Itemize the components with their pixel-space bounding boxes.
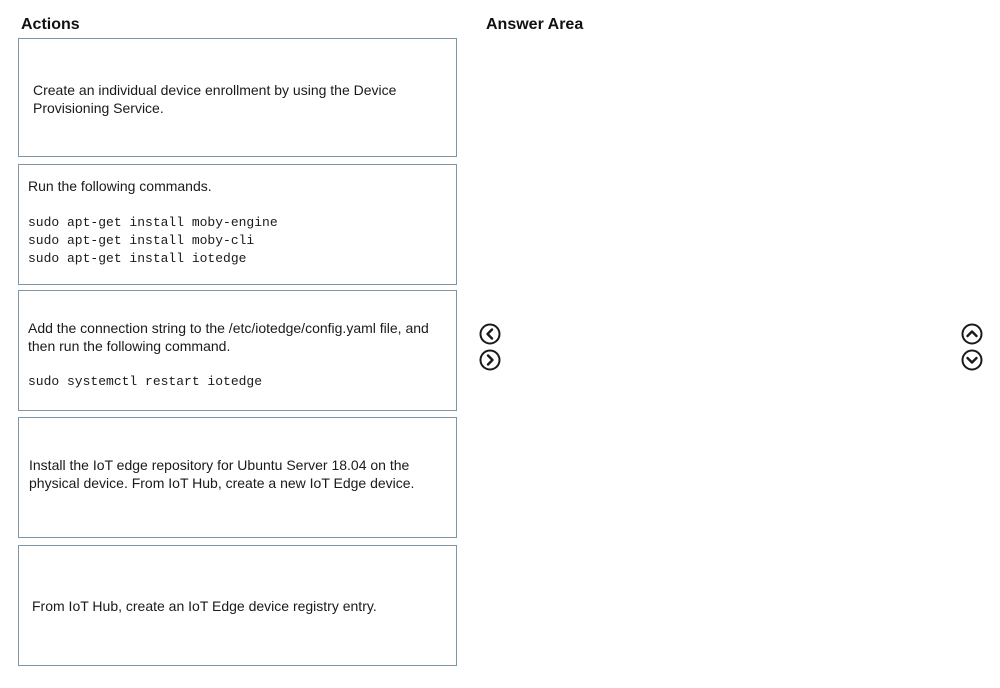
actions-heading: Actions bbox=[21, 16, 80, 33]
action-card-code: sudo apt-get install moby-engine sudo apt-get install moby-cli sudo apt-get install iotedge bbox=[28, 215, 278, 266]
action-card-install-repository[interactable] bbox=[18, 417, 457, 538]
action-card-text: Add the connection string to the /etc/iotedge/config.yaml file, and then run the following command. bbox=[28, 320, 429, 354]
action-card-create-enrollment[interactable] bbox=[18, 38, 457, 157]
circle-chevron-down-icon bbox=[961, 349, 983, 371]
circle-chevron-left-icon bbox=[479, 323, 501, 345]
move-right-button[interactable] bbox=[479, 349, 501, 371]
move-down-button[interactable] bbox=[961, 349, 983, 371]
circle-chevron-right-icon bbox=[479, 349, 501, 371]
action-card-run-commands[interactable] bbox=[18, 164, 457, 285]
action-card-create-registry-entry[interactable] bbox=[18, 545, 457, 666]
move-left-button[interactable] bbox=[479, 323, 501, 345]
answer-area-heading: Answer Area bbox=[486, 16, 584, 33]
action-card-text: From IoT Hub, create an IoT Edge device registry entry. bbox=[32, 598, 377, 614]
circle-chevron-up-icon bbox=[961, 323, 983, 345]
action-card-text: Create an individual device enrollment by using the Device Provisioning Service. bbox=[33, 82, 397, 116]
move-up-button[interactable] bbox=[961, 323, 983, 345]
action-card-text: Install the IoT edge repository for Ubuntu Server 18.04 on the physical device. From IoT Hub, create a new IoT Edge device. bbox=[29, 457, 415, 491]
action-card-code: sudo systemctl restart iotedge bbox=[28, 374, 263, 389]
action-card-add-connection-string[interactable] bbox=[18, 290, 457, 411]
action-card-text: Run the following commands. bbox=[28, 178, 212, 194]
